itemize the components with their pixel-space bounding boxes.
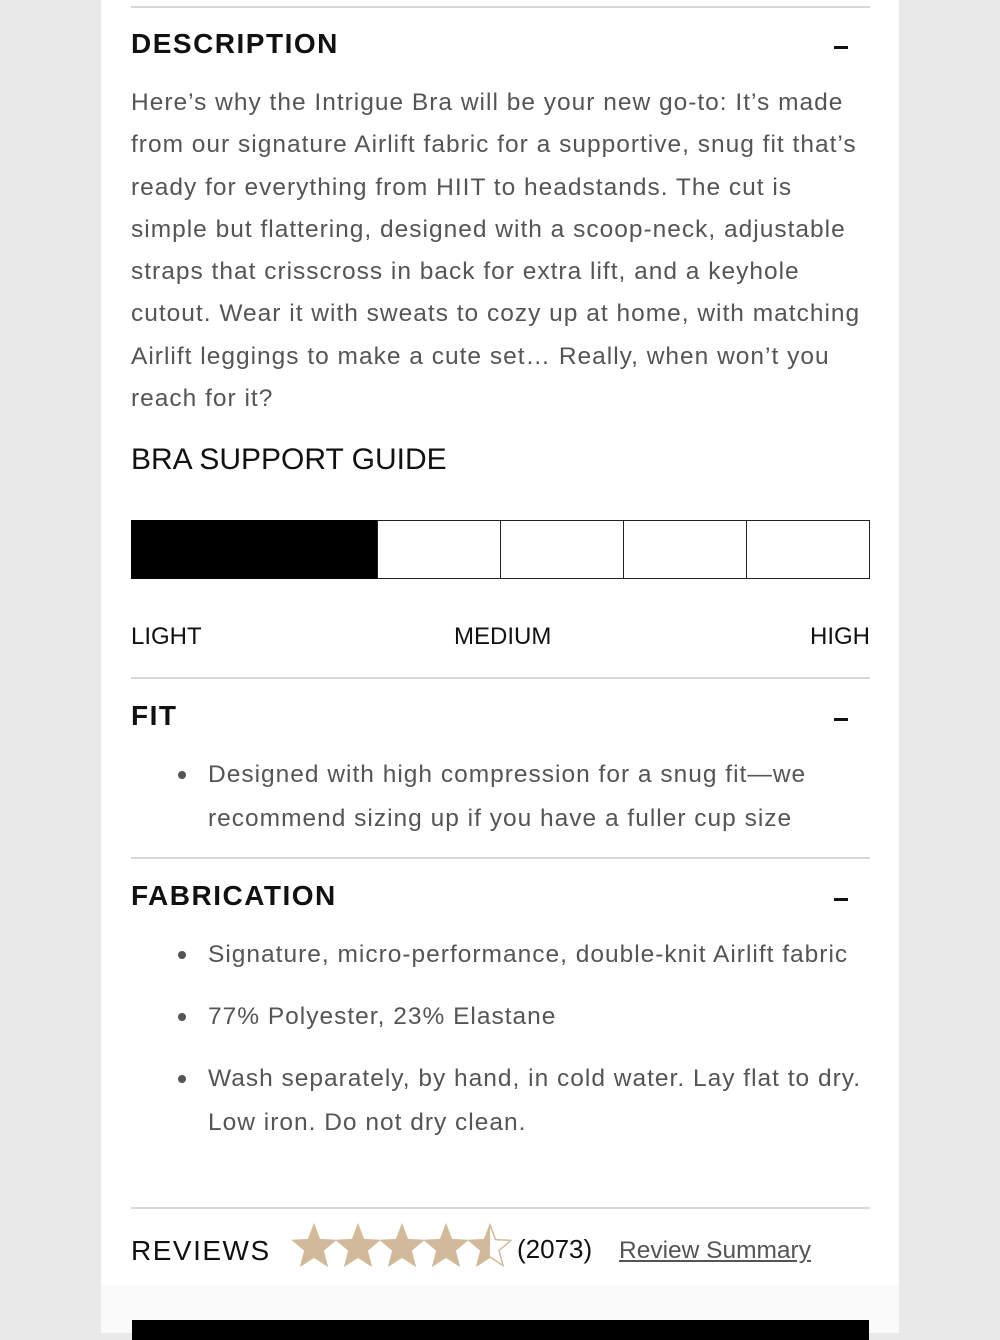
- description-body: Here’s why the Intrigue Bra will be your new go-to: It’s made from our signature Airlift fabric for a supportive, snug fit that’s ready for everything from HIIT to headstands. The cut is simple but flattering, designed with a scoop-neck, adjustable straps that crisscross in back for extra lift, and a keyhole cutout. Wear it with sweats to cozy up at home, with matching Airlift leggings to make a cute set… Really, when won’t you reach for it?: [131, 89, 861, 413]
- divider: [131, 1207, 870, 1209]
- support-meter-segment: [623, 520, 747, 579]
- star-rating[interactable]: [292, 1222, 512, 1270]
- fabrication-list: [131, 933, 870, 1163]
- fabrication-item-text: Signature, micro-performance, double-knit Airlift fabric: [208, 941, 849, 968]
- bullet-icon: [178, 951, 186, 959]
- reviews-row: [131, 1222, 870, 1278]
- fabrication-collapse-icon[interactable]: [834, 898, 848, 901]
- support-meter-segment: [746, 520, 870, 579]
- product-details-panel: [101, 0, 899, 1333]
- divider: [131, 857, 870, 859]
- star-half-icon: [468, 1222, 512, 1270]
- support-level-meter: [131, 520, 870, 579]
- fit-title[interactable]: FIT: [131, 700, 178, 731]
- bullet-icon: [178, 771, 186, 779]
- fit-collapse-icon[interactable]: [834, 718, 848, 721]
- support-meter-segment: [377, 520, 501, 579]
- fit-list: [131, 753, 870, 859]
- star-full-icon: [424, 1222, 468, 1270]
- review-count[interactable]: (2073): [517, 1234, 593, 1264]
- list-item: [131, 1057, 870, 1145]
- fabrication-item-text: Wash separately, by hand, in cold water. Lay flat to dry. Low iron. Do not dry clean.: [208, 1065, 862, 1136]
- bullet-icon: [178, 1075, 186, 1083]
- support-guide-title: BRA SUPPORT GUIDE: [131, 443, 447, 476]
- star-full-icon: [292, 1222, 336, 1270]
- description-title[interactable]: DESCRIPTION: [131, 28, 339, 59]
- star-full-icon: [380, 1222, 424, 1270]
- support-meter-segment: [500, 520, 624, 579]
- list-item: [131, 995, 870, 1039]
- reviews-label: REVIEWS: [131, 1235, 271, 1266]
- bullet-icon: [178, 1013, 186, 1021]
- list-item: [131, 933, 870, 977]
- review-summary-link[interactable]: Review Summary: [619, 1237, 811, 1264]
- fabrication-title[interactable]: FABRICATION: [131, 880, 337, 911]
- support-label-light: LIGHT: [131, 623, 202, 650]
- divider: [131, 677, 870, 679]
- fit-item-text: Designed with high compression for a snug fit—we recommend sizing up if you have a fuller cup size: [208, 761, 807, 832]
- support-label-medium: MEDIUM: [454, 623, 552, 650]
- support-meter-fill: [131, 520, 377, 579]
- support-label-high: HIGH: [810, 623, 870, 650]
- divider: [131, 6, 870, 8]
- list-item: [131, 753, 870, 841]
- fabrication-item-text: 77% Polyester, 23% Elastane: [208, 1003, 557, 1030]
- add-to-bag-button[interactable]: [132, 1320, 869, 1340]
- star-full-icon: [336, 1222, 380, 1270]
- description-collapse-icon[interactable]: [834, 46, 848, 49]
